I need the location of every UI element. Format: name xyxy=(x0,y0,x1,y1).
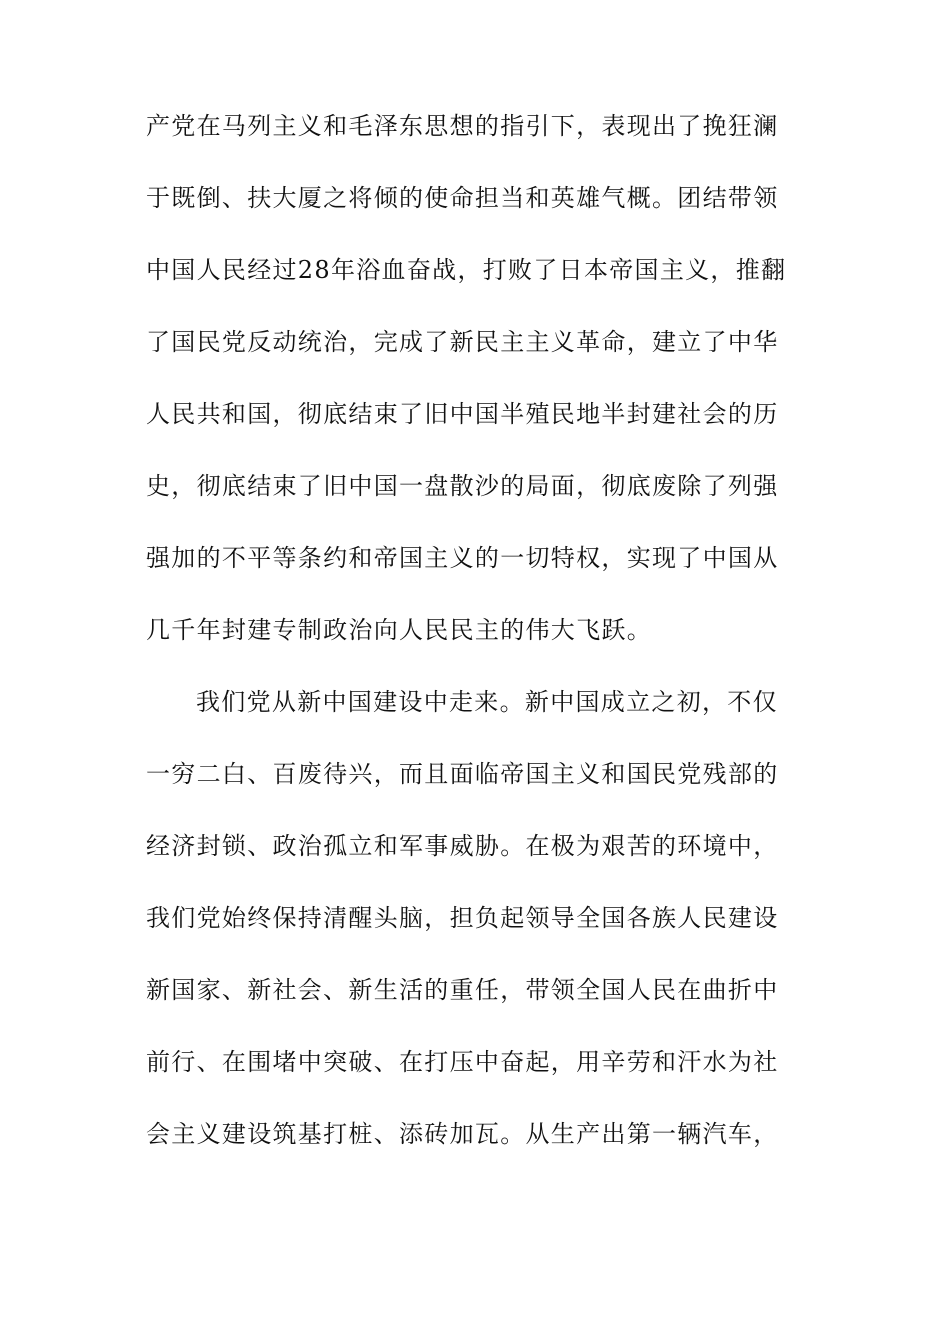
text-line: 一穷二白、百废待兴，而且面临帝国主义和国民党残部的 xyxy=(146,760,779,788)
text-line: 产党在马列主义和毛泽东思想的指引下，表现出了挽狂澜 xyxy=(146,112,779,140)
text-line: 强加的不平等条约和帝国主义的一切特权，实现了中国从 xyxy=(146,544,779,572)
text-line: 会主义建设筑基打桩、添砖加瓦。从生产出第一辆汽车， xyxy=(146,1120,779,1148)
text-line: 我们党始终保持清醒头脑，担负起领导全国各族人民建设 xyxy=(146,904,779,932)
text-line: 于既倒、扶大厦之将倾的使命担当和英雄气概。团结带领 xyxy=(146,184,779,212)
text-line: 人民共和国，彻底结束了旧中国半殖民地半封建社会的历 xyxy=(146,400,779,428)
text-line: 了国民党反动统治，完成了新民主主义革命，建立了中华 xyxy=(146,328,779,356)
text-line: 前行、在围堵中突破、在打压中奋起，用辛劳和汗水为社 xyxy=(146,1048,779,1076)
paragraph-start-line: 我们党从新中国建设中走来。新中国成立之初，不仅 xyxy=(196,688,778,716)
text-line: 经济封锁、政治孤立和军事威胁。在极为艰苦的环境中， xyxy=(146,832,779,860)
body-text xyxy=(146,102,806,1182)
text-line: 几千年封建专制政治向人民民主的伟大飞跃。 xyxy=(146,616,652,644)
text-line: 中国人民经过28年浴血奋战，打败了日本帝国主义，推翻 xyxy=(146,256,787,284)
text-line: 史，彻底结束了旧中国一盘散沙的局面，彻底废除了列强 xyxy=(146,472,779,500)
text-line: 新国家、新社会、新生活的重任，带领全国人民在曲折中 xyxy=(146,976,779,1004)
